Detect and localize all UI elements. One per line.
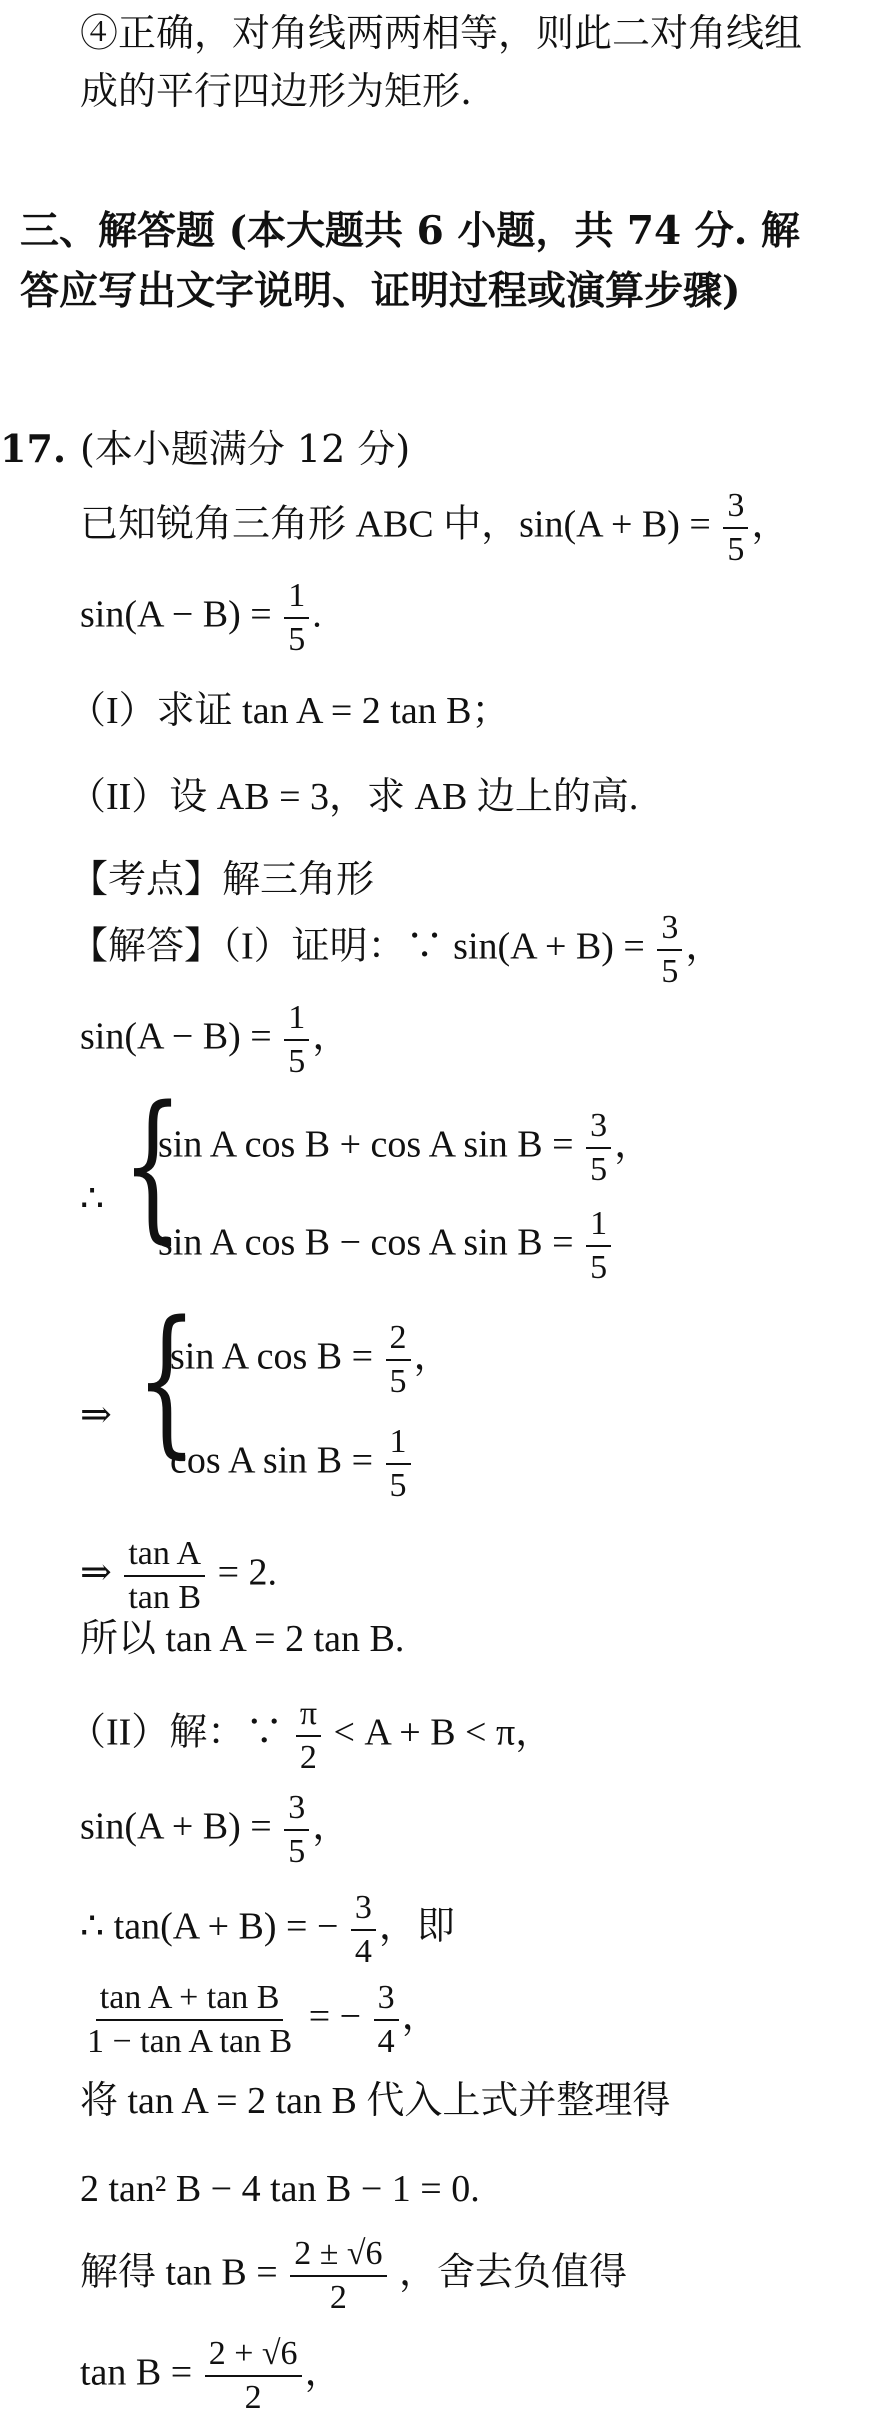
system2-eq1 <box>170 1320 452 1399</box>
fraction-denominator: 4 <box>354 1932 372 1970</box>
system1-eq1-text: sin A cos B + cos A sin B = <box>158 1123 574 1166</box>
fraction-numerator: 2 ± √6 <box>290 2236 386 2277</box>
fraction-numerator: 1 <box>284 578 309 619</box>
solution-line2-text: sin(A − B) = <box>80 1015 272 1058</box>
fraction-numerator: 3 <box>374 1980 399 2021</box>
part2-line2-text: sin(A + B) = <box>80 1805 272 1848</box>
fraction-denominator: tan B <box>128 1578 202 1616</box>
kaodian-label: 【考点】解三角形 <box>70 857 375 901</box>
problem-score: (本小题满分 12 分) <box>80 427 411 471</box>
system2-eq1-suffix: ， <box>413 1335 452 1378</box>
final-fraction <box>205 2336 302 2415</box>
solution-line1 <box>70 910 723 989</box>
fraction-numerator: 1 <box>386 1424 411 1465</box>
problem-number: 17. <box>0 426 67 471</box>
tan-formula-rhs-fraction <box>374 1980 399 2059</box>
tan-formula-eq: = − <box>308 1995 362 2038</box>
final-line <box>80 2336 343 2415</box>
fraction-denominator: 5 <box>288 620 306 658</box>
section-heading-line1: 三、解答题 (本大题共 6 小题，共 74 分. 解 <box>20 208 800 254</box>
fraction-denominator: 5 <box>590 1248 608 1286</box>
part2-line2 <box>80 1790 350 1869</box>
substitute-line: 将 tan A = 2 tan B 代入上式并整理得 <box>80 2080 671 2122</box>
solution-line2-fraction <box>284 1000 309 1079</box>
question-part1: （I）求证 tan A = 2 tan B； <box>68 690 510 732</box>
fraction-denominator: 2 <box>329 2278 347 2316</box>
stem-line2-fraction <box>284 578 309 657</box>
system1-eq2-fraction <box>586 1206 611 1285</box>
stem-line1-text: 已知锐角三角形 ABC 中，sin(A + B) = <box>80 503 711 546</box>
system1-eq2-text: sin A cos B − cos A sin B = <box>158 1221 574 1264</box>
ratio-suffix: = 2. <box>217 1551 277 1594</box>
fraction-denominator: 5 <box>590 1150 608 1188</box>
system1-eq1-fraction <box>586 1108 611 1187</box>
part2-line2-suffix: ， <box>312 1805 351 1848</box>
implies-symbol-2: ⇒ <box>80 1551 112 1594</box>
tan-sum-suffix: ，即 <box>378 1905 455 1948</box>
fraction-denominator: 5 <box>661 952 679 990</box>
part2-fraction <box>296 1696 321 1775</box>
implies-symbol-1: ⇒ <box>80 1394 112 1436</box>
therefore-symbol: ∴ <box>80 1178 105 1220</box>
system2-eq2-fraction <box>386 1424 411 1503</box>
stem-line2 <box>80 578 322 657</box>
conclusion-part1: 所以 tan A = 2 tan B. <box>80 1618 405 1660</box>
stem-line1 <box>80 488 789 567</box>
fraction-denominator: 5 <box>389 1362 407 1400</box>
part2-line1 <box>68 1696 553 1775</box>
tan-formula-suffix: ， <box>401 1995 440 2038</box>
solve-fraction <box>290 2236 386 2315</box>
stem-line1-suffix: ， <box>751 503 790 546</box>
system1-eq1-suffix: ， <box>614 1123 653 1166</box>
solve-suffix: ，舍去负值得 <box>399 2251 628 2294</box>
solution-fraction <box>657 910 682 989</box>
fraction-denominator: 2 <box>299 1738 317 1776</box>
fraction-numerator: 3 <box>284 1790 309 1831</box>
tan-sum-fraction <box>351 1890 376 1969</box>
solution-intro: 【解答】（I）证明：∵ sin(A + B) = <box>70 925 645 968</box>
fraction-denominator: 5 <box>288 1042 306 1080</box>
fraction-numerator: tan A + tan B <box>96 1980 284 2021</box>
fraction-denominator: 5 <box>389 1466 407 1504</box>
ratio-line <box>80 1536 277 1615</box>
fraction-numerator: 1 <box>284 1000 309 1041</box>
fraction-denominator: 5 <box>727 530 745 568</box>
final-suffix: ， <box>304 2351 343 2394</box>
part2-intro: （II）解：∵ <box>68 1711 284 1754</box>
fraction-numerator: 3 <box>351 1890 376 1931</box>
final-text: tan B = <box>80 2351 193 2394</box>
system2-eq1-fraction <box>386 1320 411 1399</box>
system1-eq2 <box>158 1206 614 1285</box>
solve-line <box>80 2236 627 2315</box>
ratio-fraction <box>124 1536 205 1615</box>
stem-line2-text: sin(A − B) = <box>80 593 272 636</box>
fraction-denominator: 2 <box>244 2378 262 2416</box>
fraction-denominator: 5 <box>288 1832 306 1870</box>
system2-eq2 <box>170 1424 414 1503</box>
solution-line2-suffix: ， <box>312 1015 351 1058</box>
part2-line2-fraction <box>284 1790 309 1869</box>
stem-line2-suffix: . <box>312 593 322 636</box>
item4-line1: ④正确，对角线两两相等，则此二对角线组 <box>80 11 803 55</box>
question-part2: （II）设 AB = 3，求 AB 边上的高. <box>68 776 639 818</box>
solution-suffix: ， <box>685 925 724 968</box>
tan-sum-line <box>80 1890 455 1969</box>
fraction-numerator: 3 <box>657 910 682 951</box>
fraction-numerator: tan A <box>124 1536 205 1577</box>
system2-eq2-text: cos A sin B = <box>170 1439 374 1482</box>
part2-inequality: < A + B < π， <box>333 1711 554 1754</box>
fraction-denominator: 1 − tan A tan B <box>87 2022 293 2060</box>
fraction-numerator: 1 <box>586 1206 611 1247</box>
fraction-numerator: 3 <box>586 1108 611 1149</box>
quadratic-line: 2 tan² B − 4 tan B − 1 = 0. <box>80 2168 480 2210</box>
stem-line1-fraction <box>723 488 748 567</box>
fraction-numerator: 2 + √6 <box>205 2336 302 2377</box>
fraction-numerator: 2 <box>386 1320 411 1361</box>
fraction-numerator: 3 <box>723 488 748 529</box>
fraction-denominator: 4 <box>377 2022 395 2060</box>
tan-formula-fraction <box>83 1980 296 2059</box>
solution-line2 <box>80 1000 350 1079</box>
item4-line2: 成的平行四边形为矩形. <box>80 69 473 113</box>
system1-eq1 <box>158 1108 652 1187</box>
tan-sum-text: ∴ tan(A + B) = − <box>80 1905 339 1948</box>
solve-text: 解得 tan B = <box>80 2251 278 2294</box>
section-heading-line2: 答应写出文字说明、证明过程或演算步骤) <box>20 268 741 314</box>
tan-formula-line <box>80 1980 440 2059</box>
fraction-numerator: π <box>296 1696 321 1737</box>
system2-eq1-text: sin A cos B = <box>170 1335 374 1378</box>
